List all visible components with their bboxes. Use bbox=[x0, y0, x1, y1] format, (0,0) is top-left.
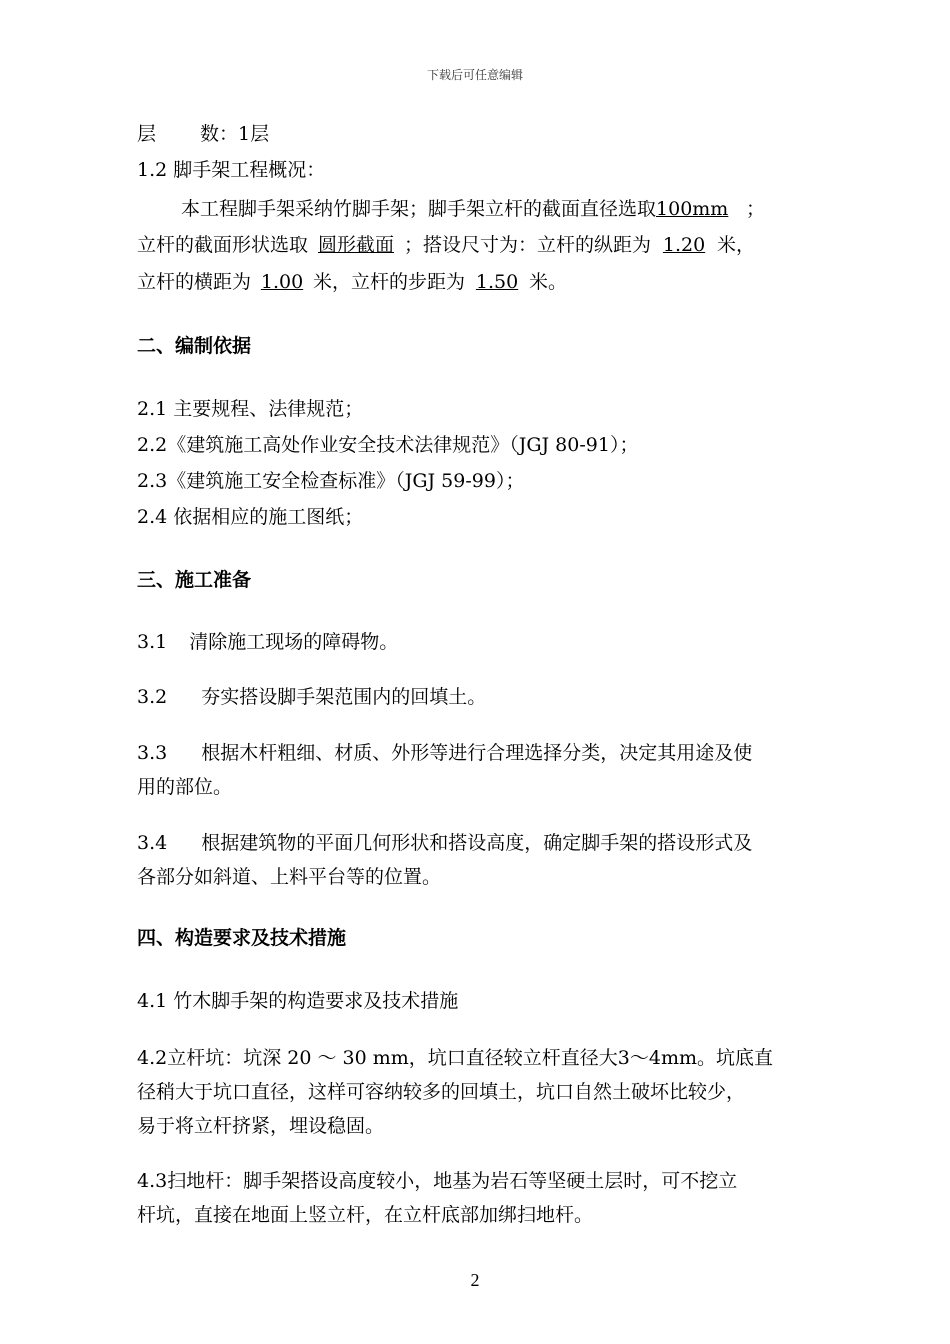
prep-item-3-1 bbox=[137, 629, 857, 655]
overview-text: 米， bbox=[717, 234, 756, 256]
basis-item: 2.3《建筑施工安全检查标准》（JGJ 59-99）； bbox=[137, 470, 525, 492]
pole-diameter-value: 100mm bbox=[656, 198, 729, 220]
prep-item-3-3-cont: 用的部位。 bbox=[137, 776, 233, 798]
section-2-heading: 二、编制依据 bbox=[137, 335, 252, 357]
section-1-2-title: 1.2 脚手架工程概况： bbox=[137, 159, 326, 181]
overview-line-2 bbox=[137, 232, 857, 258]
item-text: 根据建筑物的平面几何形状和搭设高度，确定脚手架的搭设形式及 bbox=[201, 832, 753, 854]
prep-item-3-2 bbox=[137, 684, 857, 710]
overview-text: ；搭设尺寸为：立杆的纵距为 bbox=[404, 234, 652, 256]
page-header: 下载后可任意编辑 bbox=[426, 68, 523, 82]
item-text: 清除施工现场的障碍物。 bbox=[189, 631, 399, 653]
overview-line-1 bbox=[181, 196, 901, 222]
basis-item: 2.2《建筑施工高处作业安全技术法律规范》（JGJ 80-91）； bbox=[137, 434, 639, 456]
item-text: 夯实搭设脚手架范围内的回填土。 bbox=[201, 686, 487, 708]
pole-shape-value: 圆形截面 bbox=[318, 234, 395, 256]
overview-text: 本工程脚手架采纳竹脚手架；脚手架立杆的截面直径选取 bbox=[181, 198, 657, 220]
item-number: 3.3 bbox=[137, 742, 168, 764]
tech-item-4-3-line-1: 4.3扫地杆：脚手架搭设高度较小，地基为岩石等坚硬土层时，可不挖立 bbox=[137, 1170, 738, 1192]
basis-item: 2.4 依据相应的施工图纸； bbox=[137, 506, 364, 528]
section-3-heading: 三、施工准备 bbox=[137, 569, 252, 591]
tech-item-4-3-line-2: 杆坑，直接在地面上竖立杆，在立杆底部加绑扫地杆。 bbox=[137, 1204, 594, 1226]
item-text: 根据木杆粗细、材质、外形等进行合理选择分类，决定其用途及使 bbox=[201, 742, 753, 764]
longitudinal-spacing-value: 1.20 bbox=[662, 234, 706, 256]
floors-line bbox=[137, 121, 857, 147]
floors-value: 1层 bbox=[238, 123, 270, 145]
prep-item-3-3 bbox=[137, 740, 857, 766]
overview-text: 立杆的横距为 bbox=[137, 271, 252, 293]
page-number: 2 bbox=[470, 1270, 480, 1290]
transverse-spacing-value: 1.00 bbox=[260, 271, 304, 293]
prep-item-3-4 bbox=[137, 830, 857, 856]
floors-label-2: 数： bbox=[200, 123, 239, 145]
item-number: 3.4 bbox=[137, 832, 168, 854]
overview-text: 米。 bbox=[529, 271, 568, 293]
section-4-heading: 四、构造要求及技术措施 bbox=[137, 927, 347, 949]
item-number: 3.1 bbox=[137, 631, 168, 653]
step-distance-value: 1.50 bbox=[475, 271, 519, 293]
prep-item-3-4-cont: 各部分如斜道、上料平台等的位置。 bbox=[137, 866, 442, 888]
overview-line-3 bbox=[137, 269, 857, 295]
overview-text: ； bbox=[746, 198, 766, 220]
basis-item: 2.1 主要规程、法律规范； bbox=[137, 398, 364, 420]
overview-text: 米，立杆的步距为 bbox=[313, 271, 466, 293]
tech-item-4-1: 4.1 竹木脚手架的构造要求及技术措施 bbox=[137, 990, 459, 1012]
tech-item-4-2-line-1: 4.2立杆坑：坑深 20 ～ 30 mm，坑口直径较立杆直径大3～4mm。坑底直 bbox=[137, 1047, 773, 1069]
overview-text: 立杆的截面形状选取 bbox=[137, 234, 309, 256]
tech-item-4-2-line-2: 径稍大于坑口直径，这样可容纳较多的回填土，坑口自然土破坏比较少， bbox=[137, 1081, 746, 1103]
item-number: 3.2 bbox=[137, 686, 168, 708]
floors-label: 层 bbox=[137, 123, 157, 145]
tech-item-4-2-line-3: 易于将立杆挤紧，埋设稳固。 bbox=[137, 1115, 385, 1137]
